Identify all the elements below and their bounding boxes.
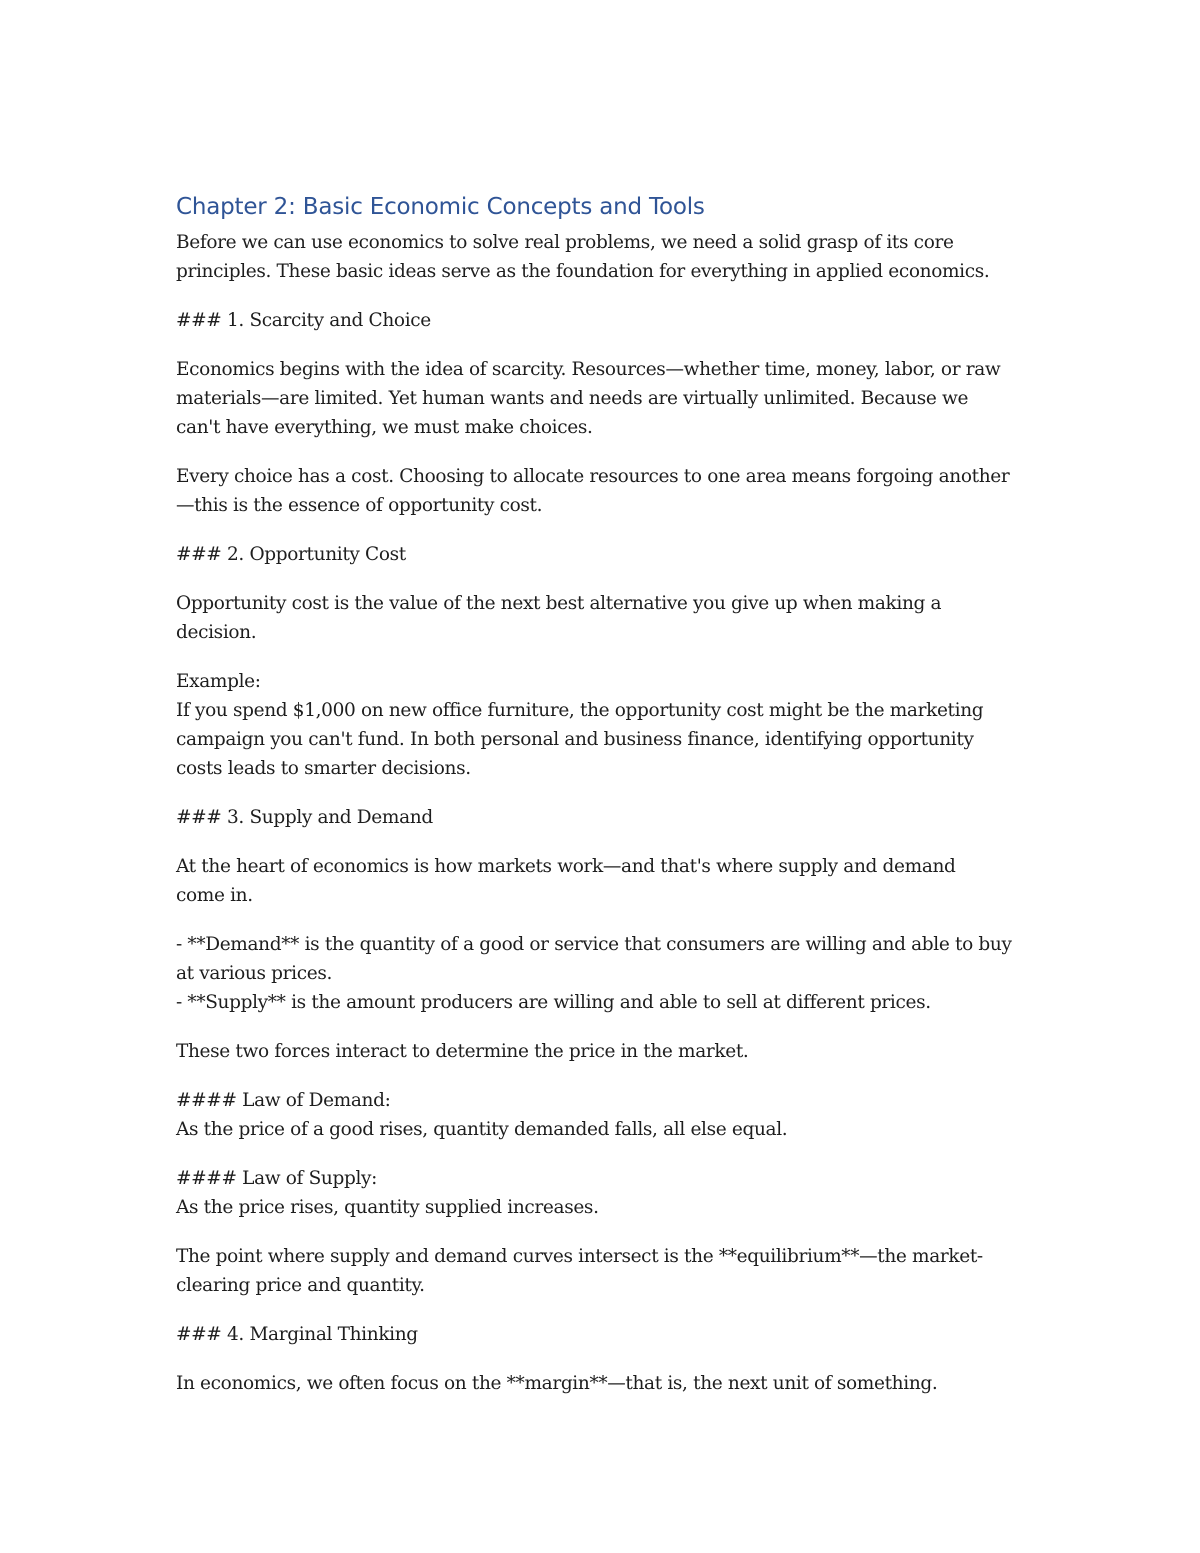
chapter-title: Chapter 2: Basic Economic Concepts and Tools <box>176 194 705 220</box>
text-line: As the price rises, quantity supplied increases. <box>176 1197 599 1218</box>
equilibrium-paragraph <box>176 1242 1026 1300</box>
list-item: - **Supply** is the amount producers are willing and able to sell at different prices. <box>176 992 931 1013</box>
law-of-demand <box>176 1086 1026 1144</box>
text-line: costs leads to smarter decisions. <box>176 758 471 779</box>
text-line: At the heart of economics is how markets work—and that's where supply and demand <box>176 856 956 877</box>
text-line: Opportunity cost is the value of the next best alternative you give up when making a <box>176 593 942 614</box>
markets-paragraph <box>176 852 1026 910</box>
text-line: Economics begins with the idea of scarcity. Resources—whether time, money, labor, or raw <box>176 359 1001 380</box>
text-line: materials—are limited. Yet human wants and needs are virtually unlimited. Because we <box>176 388 969 409</box>
text-line: ### 4. Marginal Thinking <box>176 1324 418 1345</box>
text-line: As the price of a good rises, quantity demanded falls, all else equal. <box>176 1119 788 1140</box>
text-line: ### 2. Opportunity Cost <box>176 544 406 565</box>
opportunity-cost-paragraph <box>176 589 1026 647</box>
section-heading-supply-demand <box>176 803 1026 832</box>
list-item: - **Demand** is the quantity of a good or service that consumers are willing and able to buy <box>176 934 1012 955</box>
document-body <box>176 190 1026 1418</box>
text-line: ### 3. Supply and Demand <box>176 807 433 828</box>
text-line: The point where supply and demand curves intersect is the **equilibrium**—the market- <box>176 1246 983 1267</box>
margin-paragraph <box>176 1369 1026 1398</box>
scarcity-paragraph <box>176 355 1026 442</box>
text-line: ### 1. Scarcity and Choice <box>176 310 431 331</box>
definitions-list <box>176 930 1026 1017</box>
law-of-supply <box>176 1164 1026 1222</box>
subheading: #### Law of Supply: <box>176 1168 378 1189</box>
forces-paragraph <box>176 1037 1026 1066</box>
text-line: come in. <box>176 885 253 906</box>
text-line: clearing price and quantity. <box>176 1275 425 1296</box>
text-line: Example: <box>176 671 261 692</box>
section-heading-opportunity-cost <box>176 540 1026 569</box>
choice-cost-paragraph <box>176 462 1026 520</box>
text-line: These two forces interact to determine the price in the market. <box>176 1041 749 1062</box>
text-line: —this is the essence of opportunity cost. <box>176 495 543 516</box>
text-line: In economics, we often focus on the **margin**—that is, the next unit of something. <box>176 1373 938 1394</box>
text-line: can't have everything, we must make choices. <box>176 417 593 438</box>
example-paragraph <box>176 667 1026 783</box>
intro-paragraph <box>176 228 1026 286</box>
list-item: at various prices. <box>176 963 332 984</box>
section-heading-marginal-thinking <box>176 1320 1026 1349</box>
text-line: Before we can use economics to solve real problems, we need a solid grasp of its core <box>176 232 954 253</box>
text-line: Every choice has a cost. Choosing to allocate resources to one area means forgoing another <box>176 466 1010 487</box>
subheading: #### Law of Demand: <box>176 1090 391 1111</box>
text-line: campaign you can't fund. In both personal and business finance, identifying opportunity <box>176 729 974 750</box>
text-line: principles. These basic ideas serve as the foundation for everything in applied economics. <box>176 261 990 282</box>
text-line: If you spend $1,000 on new office furniture, the opportunity cost might be the marketing <box>176 700 984 721</box>
text-line: decision. <box>176 622 257 643</box>
section-heading-scarcity <box>176 306 1026 335</box>
